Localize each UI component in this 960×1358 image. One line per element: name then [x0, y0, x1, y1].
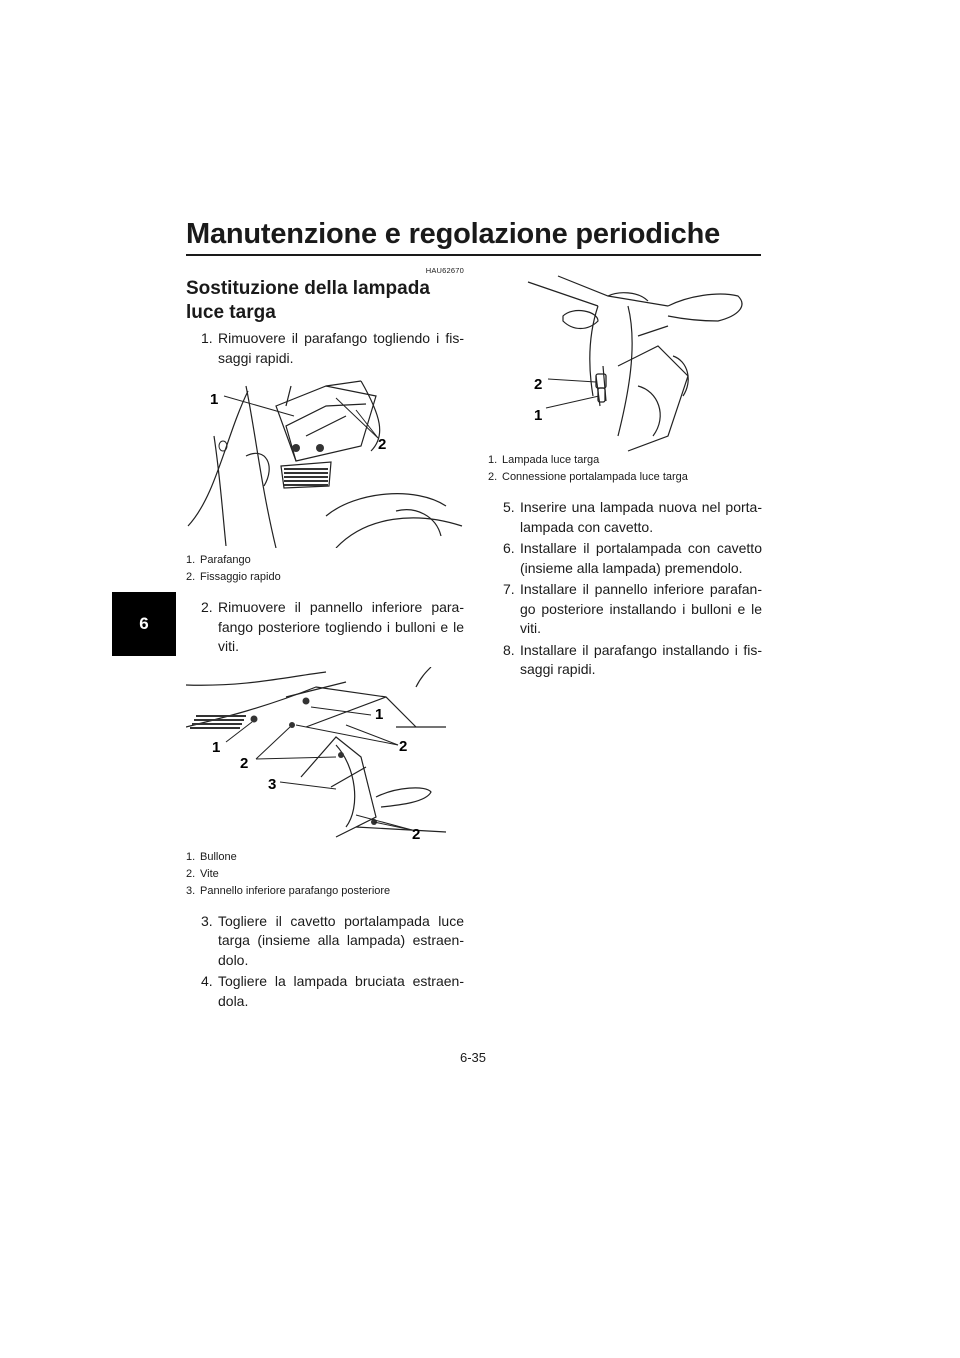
lower-panel-illustration — [186, 667, 464, 845]
step-4: 4. Togliere la lampada bruciata estraen-dola. — [201, 973, 464, 1009]
fig3-caption: 2. Connessione portalampada luce targa — [488, 471, 688, 483]
page-header-title: Manutenzione e regolazione periodiche — [186, 218, 721, 250]
fig3-captions — [488, 452, 762, 486]
fig1-caption: 1. Parafango — [186, 554, 251, 566]
step-1 — [186, 329, 464, 368]
step-7: 7. Installare il pannello inferiore parafan-go posteriore installando i bulloni e le viti. — [503, 581, 762, 636]
page-number: 6-35 — [460, 1050, 487, 1065]
fig2-callout-2-left: 2 — [240, 754, 249, 772]
chapter-tab[interactable]: 6 — [112, 592, 176, 656]
fig3-callout-2: 2 — [534, 376, 543, 393]
figure-rear-fender — [186, 376, 464, 548]
step-8: 8. Installare il parafango installando i fis-saggi rapidi. — [503, 641, 762, 677]
rear-fender-illustration — [186, 376, 464, 548]
step-5: 5. Inserire una lampada nuova nel porta-lampada con cavetto. — [503, 499, 762, 535]
fig2-caption: 3. Pannello inferiore parafango posteriore — [186, 884, 391, 897]
figure-license-lamp — [488, 266, 762, 452]
fig1-captions — [186, 552, 464, 586]
fig1-callout-1: 1 — [210, 391, 219, 408]
steps-list-d — [488, 498, 762, 680]
fig1-caption: 2. Fissaggio rapido — [186, 571, 281, 583]
figure-lower-panel — [186, 667, 464, 845]
steps-list-a — [186, 329, 464, 368]
step-text: Rimuovere il parafango togliendo i fis-saggi rapidi. — [218, 330, 464, 366]
step-3: 3. Togliere il cavetto portalampada luce targa (insieme alla lampada) estraen-dolo. — [201, 912, 464, 968]
fig2-callout-2-bottom: 2 — [412, 825, 421, 843]
fig2-caption: 1. Bullone — [186, 850, 237, 863]
fig2-callout-2-right: 2 — [399, 737, 408, 755]
right-column — [488, 266, 762, 682]
section-code: HAU62670 — [425, 266, 464, 275]
fig2-callout-1-left: 1 — [212, 738, 221, 756]
fig2-caption: 2. Vite — [186, 867, 219, 880]
left-column — [186, 266, 464, 1013]
fig2-captions — [186, 849, 464, 900]
license-lamp-illustration — [488, 266, 762, 452]
fig2-callout-3: 3 — [268, 775, 277, 793]
section-title: Sostituzione della lampada luce targa — [186, 278, 430, 323]
step-number: 1. — [201, 330, 213, 346]
fig1-callout-2: 2 — [378, 436, 387, 453]
fig3-caption: 1. Lampada luce targa — [488, 454, 600, 466]
step-6: 6. Installare il portalampada con cavetto (insieme alla lampada) premendolo. — [503, 540, 762, 576]
steps-list-b — [186, 598, 464, 657]
fig2-callout-1-top: 1 — [375, 705, 384, 723]
fig3-callout-1: 1 — [534, 407, 543, 424]
steps-list-c — [186, 912, 464, 1012]
step-2: 2. Rimuovere il pannello inferiore para-fango posteriore togliendo i bulloni e le viti. — [201, 599, 464, 654]
header-rule — [186, 254, 761, 256]
